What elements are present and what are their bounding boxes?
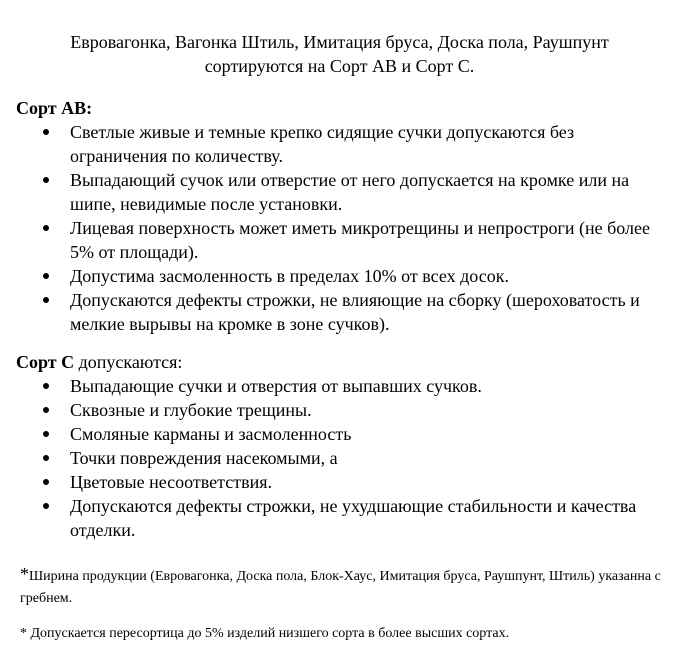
bullet-icon <box>43 129 49 135</box>
list-item-text: Точки повреждения насекомыми, а <box>70 448 338 468</box>
list-item-text: Цветовые несоответствия. <box>70 472 273 492</box>
grade-ab-list <box>0 120 679 336</box>
intro-line-2: сортируются на Сорт АВ и Сорт С. <box>204 56 475 76</box>
list-item-text: Допускаются дефекты строжки, не ухудшающие стабильности и качества отделки. <box>70 496 637 540</box>
bullet-icon <box>43 177 49 183</box>
list-item <box>0 398 679 422</box>
bullet-icon <box>43 297 49 303</box>
bullet-icon <box>43 273 49 279</box>
bullet-icon <box>43 479 49 485</box>
bullet-icon <box>43 503 49 509</box>
list-item <box>0 422 679 446</box>
grade-c-heading <box>16 350 182 374</box>
grade-c-list <box>0 374 679 542</box>
list-item-text: Светлые живые и темные крепко сидящие сучки допускаются без ограничения по количеству. <box>70 122 575 166</box>
list-item-text: Сквозные и глубокие трещины. <box>70 400 312 420</box>
list-item-text: Выпадающие сучки и отверстия от выпавших сучков. <box>70 376 482 396</box>
footnote-asterisk: * <box>20 564 29 584</box>
list-item <box>0 374 679 398</box>
grade-c-heading-rest: допускаются: <box>74 352 183 372</box>
footnote-regrade: * Допускается пересортица до 5% изделий низшего сорта в более высших сортах. <box>20 626 510 641</box>
list-item <box>0 494 679 542</box>
list-item <box>0 120 679 168</box>
list-item <box>0 264 679 288</box>
intro-line-1: Евровагонка, Вагонка Штиль, Имитация бруса, Доска пола, Раушпунт <box>70 32 609 52</box>
list-item <box>0 168 679 216</box>
grade-ab-heading <box>16 96 92 120</box>
footnote-width <box>20 566 670 610</box>
list-item-text: Лицевая поверхность может иметь микротрещины и непростроги (не более 5% от площади). <box>70 218 650 262</box>
bullet-icon <box>43 383 49 389</box>
bullet-icon <box>43 407 49 413</box>
grade-c-heading-bold: Сорт С <box>16 352 75 372</box>
bullet-icon <box>43 225 49 231</box>
bullet-icon <box>43 431 49 437</box>
intro-paragraph <box>0 30 679 78</box>
list-item <box>0 216 679 264</box>
list-item <box>0 470 679 494</box>
bullet-icon <box>43 455 49 461</box>
list-item <box>0 446 679 470</box>
list-item-text: Допускаются дефекты строжки, не влияющие на сборку (шероховатость и мелкие вырывы на кромке в зоне сучков). <box>70 290 640 334</box>
list-item-text: Смоляные карманы и засмоленность <box>70 424 352 444</box>
footnote-width-text: Ширина продукции (Евровагонка, Доска пола, Блок-Хаус, Имитация бруса, Раушпунт, Штиль) указанна с гребнем. <box>20 569 661 606</box>
list-item <box>0 288 679 336</box>
list-item-text: Выпадающий сучок или отверстие от него допускается на кромке или на шипе, невидимые после установки. <box>70 170 630 214</box>
list-item-text: Допустима засмоленность в пределах 10% от всех досок. <box>70 266 509 286</box>
grade-ab-heading-text: Сорт АВ: <box>16 98 93 118</box>
